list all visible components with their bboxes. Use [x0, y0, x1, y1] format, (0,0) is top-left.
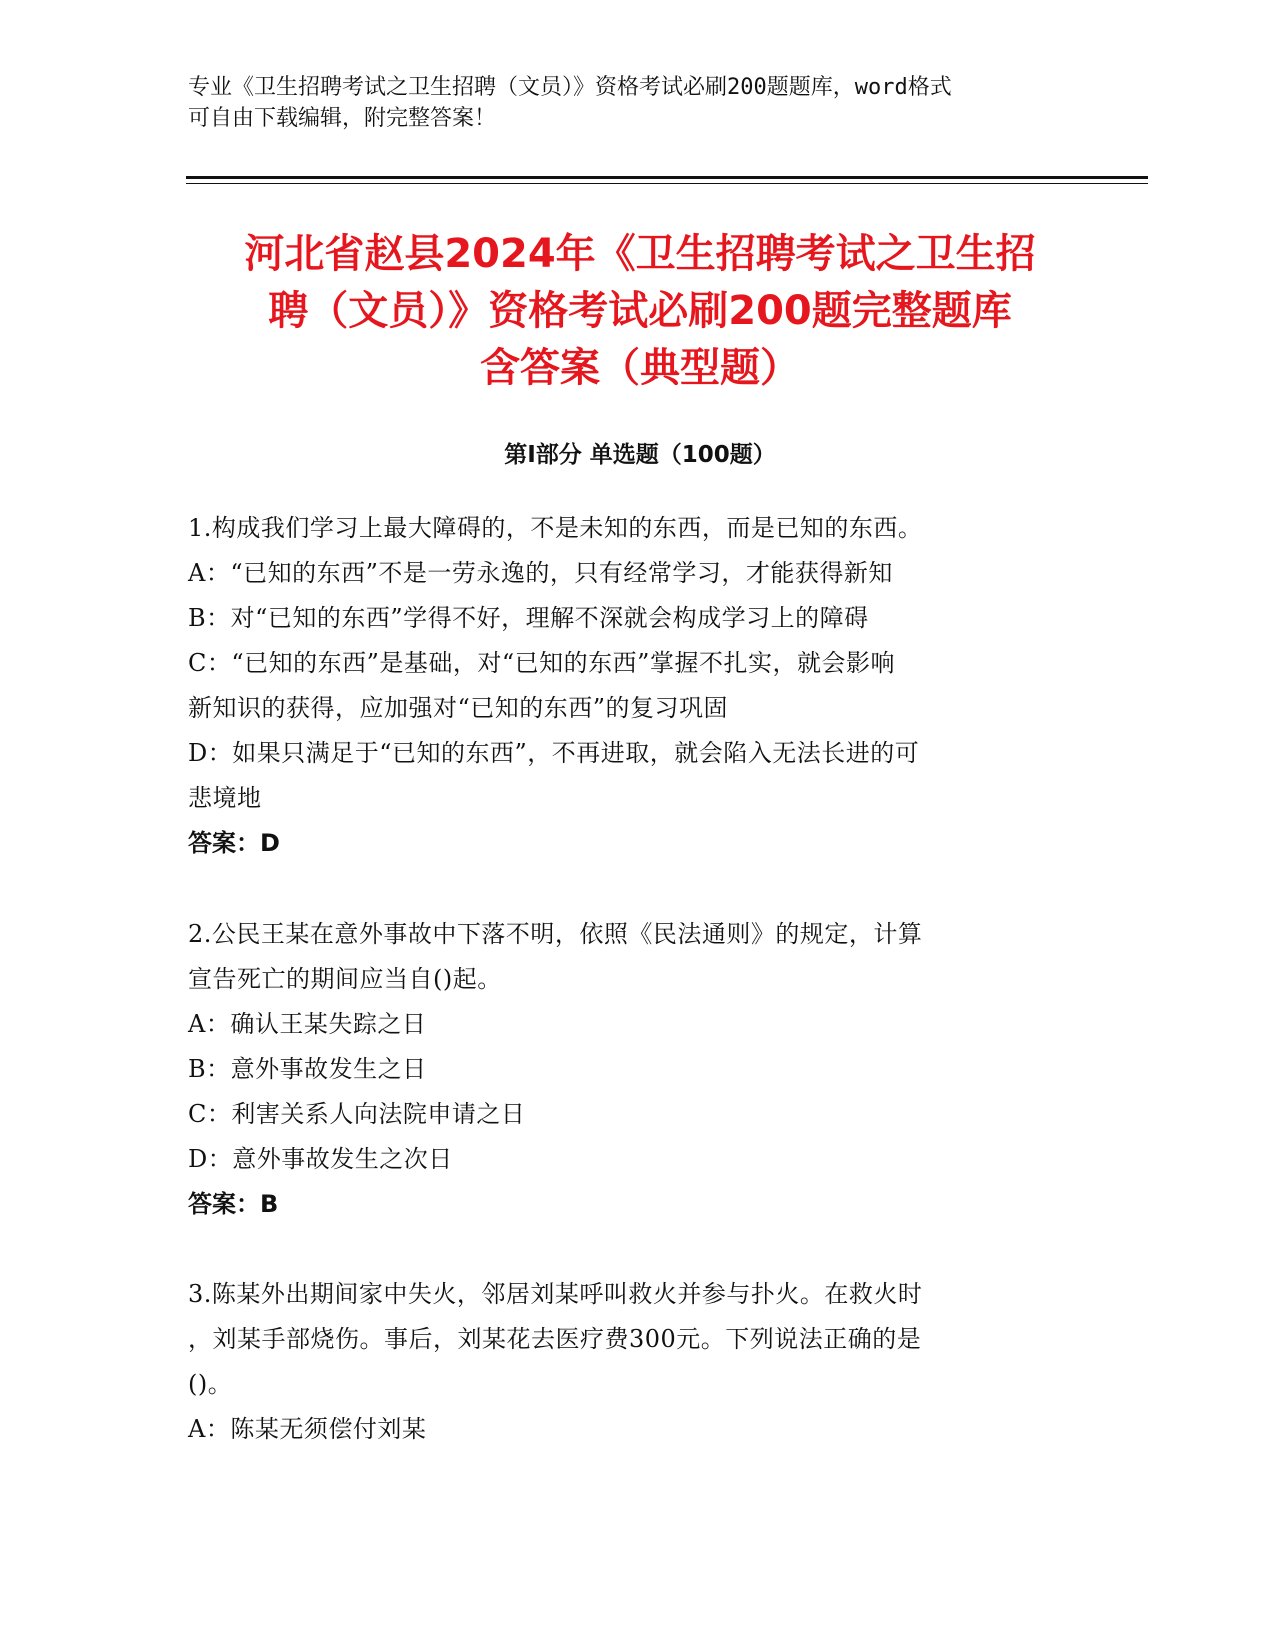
question-stem-line: ()。 — [188, 1370, 233, 1398]
header-rule-thick — [186, 176, 1148, 179]
title-line: 河北省赵县2024年《卫生招聘考试之卫生招 — [244, 231, 1036, 277]
question-stem-line: 2.公民王某在意外事故中下落不明，依照《民法通则》的规定，计算 — [188, 920, 923, 948]
question-1 — [188, 506, 1068, 821]
option-b: B：意外事故发生之日 — [188, 1055, 427, 1083]
option-a: A：“已知的东西”不是一劳永逸的，只有经常学习，才能获得新知 — [188, 559, 893, 587]
title-line: 聘（文员）》资格考试必刷200题完整题库 — [268, 288, 1012, 334]
option-line: 新知识的获得，应加强对“已知的东西”的复习巩固 — [188, 694, 729, 722]
title-line: 含答案（典型题） — [480, 345, 800, 391]
section-heading: 第I部分 单选题（100题） — [504, 442, 776, 468]
option-c: C：利害关系人向法院申请之日 — [188, 1100, 526, 1128]
answer-2: 答案：B — [188, 1190, 279, 1218]
option-d — [188, 731, 1068, 821]
question-2 — [188, 912, 1068, 1182]
header-rule-thin — [186, 183, 1148, 184]
option-line: D：如果只满足于“已知的东西”，不再进取，就会陷入无法长进的可 — [188, 739, 920, 767]
question-stem-line: 3.陈某外出期间家中失火，邻居刘某呼叫救火并参与扑火。在救火时 — [188, 1280, 923, 1308]
header-note-line: 可自由下载编辑，附完整答案！ — [188, 106, 497, 131]
option-d: D：意外事故发生之次日 — [188, 1145, 453, 1173]
option-a: A：陈某无须偿付刘某 — [188, 1415, 427, 1443]
option-c — [188, 641, 1068, 731]
question-3 — [188, 1272, 1068, 1452]
question-stem-line: ，刘某手部烧伤。事后，刘某花去医疗费300元。下列说法正确的是 — [188, 1325, 922, 1353]
question-stem: 1.构成我们学习上最大障碍的，不是未知的东西，而是已知的东西。 — [188, 514, 923, 542]
option-line: 悲境地 — [188, 784, 262, 812]
option-b: B：对“已知的东西”学得不好，理解不深就会构成学习上的障碍 — [188, 604, 869, 632]
answer-1: 答案：D — [188, 829, 280, 857]
option-line: C：“已知的东西”是基础，对“已知的东西”掌握不扎实，就会影响 — [188, 649, 895, 677]
document-title — [180, 226, 1100, 397]
header-note-line: 专业《卫生招聘考试之卫生招聘（文员）》资格考试必刷200题题库，word格式 — [188, 75, 952, 100]
question-stem-line: 宣告死亡的期间应当自()起。 — [188, 965, 502, 993]
header-note — [188, 72, 1068, 134]
option-a: A：确认王某失踪之日 — [188, 1010, 427, 1038]
